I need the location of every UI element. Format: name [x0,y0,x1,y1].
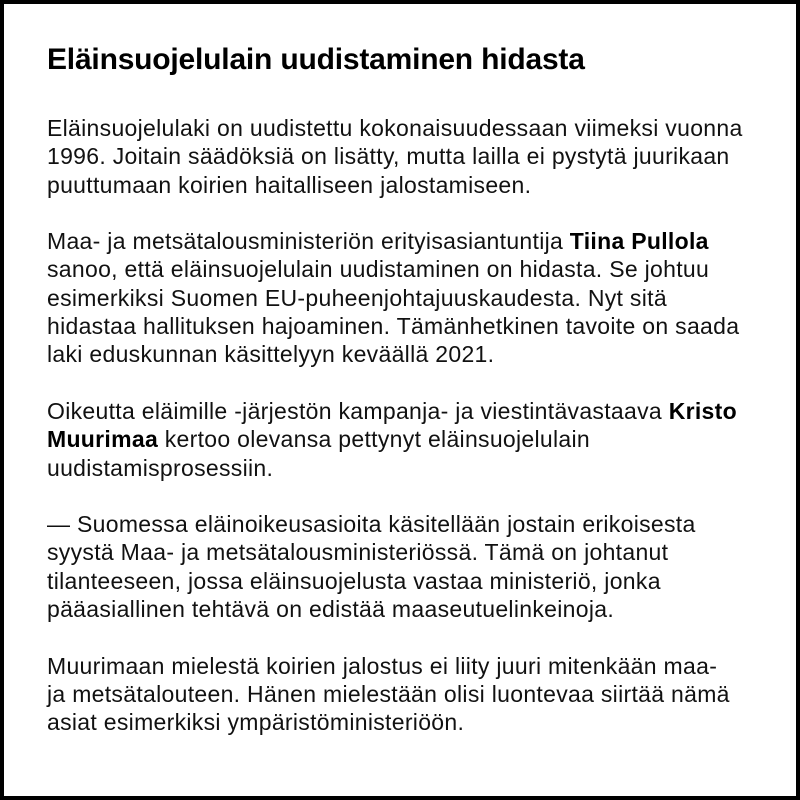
paragraph-line: Muurimaan mielestä koirien jalostus ei liity juuri mitenkään maa- [47,652,718,679]
paragraph-4 [47,510,743,623]
person-name-bold: Muurimaa [47,426,159,453]
paragraph-line: hidastaa hallituksen hajoaminen. Tämänhetkinen tavoite on saada [47,313,740,340]
article-title: Eläinsuojelulain uudistaminen hidasta [47,43,585,76]
person-name-bold: Tiina Pullola [569,228,709,255]
paragraph-line [47,227,743,255]
line-text: Oikeutta eläimille -järjestön kampanja- ja viestintävastaava [47,397,669,424]
paragraph-line [47,425,743,453]
paragraph-2 [47,227,743,368]
paragraph-line: asiat esimerkiksi ympäristöministeriöön. [47,709,465,736]
article-body [47,114,743,765]
line-text: kertoo olevansa pettynyt eläinsuojelulain [158,426,591,453]
paragraph-line [47,397,743,425]
paragraph-line: syystä Maa- ja metsätalousministeriössä. Tämä on johtanut [47,539,669,566]
paragraph-line: 1996. Joitain säädöksiä on lisätty, mutta lailla ei pystytä juurikaan [47,143,730,170]
paragraph-line: sanoo, että eläinsuojelulain uudistaminen on hidasta. Se johtuu [47,256,710,283]
line-text: Maa- ja metsätalousministeriön erityisasiantuntija [47,228,570,255]
paragraph-line: puuttumaan koirien haitalliseen jalostamiseen. [47,171,532,198]
paragraph-line: esimerkiksi Suomen EU-puheenjohtajuuskaudesta. Nyt sitä [47,284,667,311]
paragraph-line: Eläinsuojelulaki on uudistettu kokonaisuudessaan viimeksi vuonna [47,115,743,141]
paragraph-3 [47,397,743,482]
paragraph-line: uudistamisprosessiin. [47,454,274,481]
person-name-bold: Kristo [668,397,737,424]
paragraph-line: — Suomessa eläinoikeusasioita käsitellään jostain erikoisesta [47,511,696,538]
paragraph-line: tilanteeseen, jossa eläinsuojelusta vastaa ministeriö, jonka [47,567,661,594]
paragraph-line: laki eduskunnan käsittelyyn keväällä 2021. [47,341,495,368]
paragraph-line: ja metsätalouteen. Hänen mielestään olisi luontevaa siirtää nämä [47,680,730,707]
paragraph-5 [47,652,743,737]
paragraph-line: pääasiallinen tehtävä on edistää maaseutuelinkeinoja. [47,596,615,623]
paragraph-1 [47,114,743,199]
